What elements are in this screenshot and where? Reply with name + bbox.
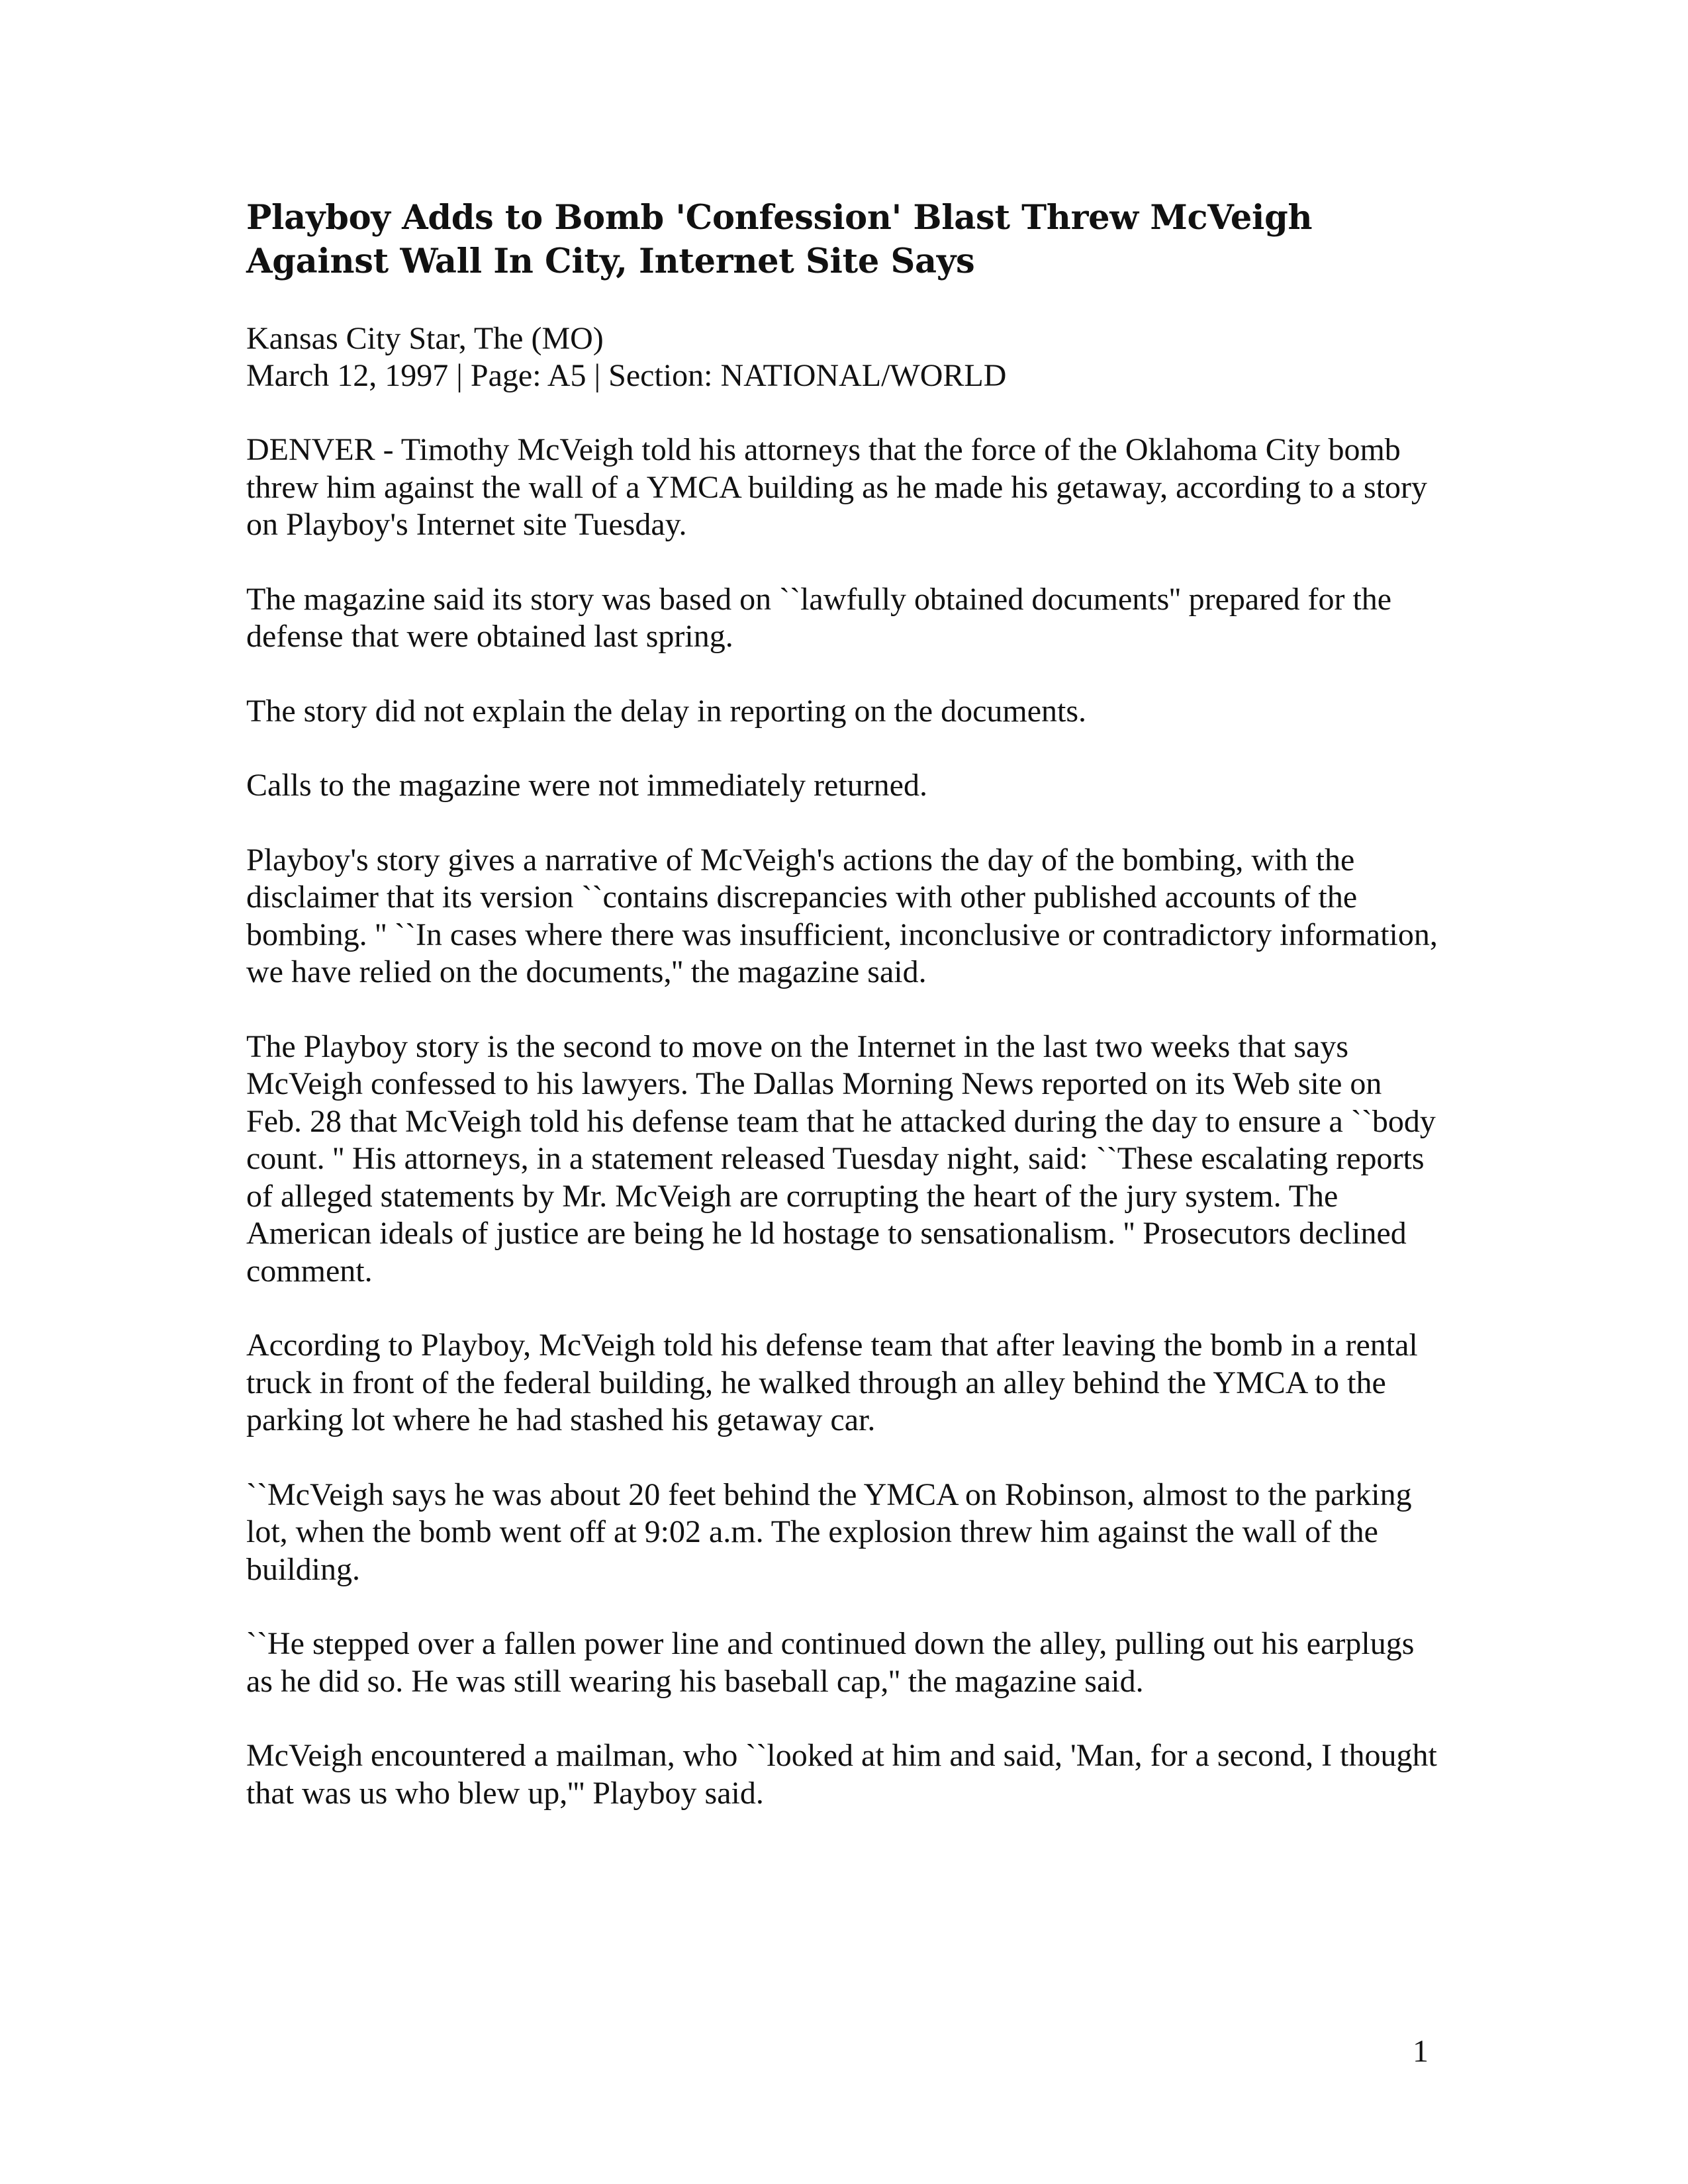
article-source: Kansas City Star, The (MO)	[246, 321, 604, 356]
article-paragraph: ``McVeigh says he was about 20 feet behind the YMCA on Robinson, almost to the parking lot, when the bomb went off at 9:02 a.m. The explosion threw him against the wall of the building.	[246, 1477, 1412, 1587]
article-dateline: March 12, 1997 | Page: A5 | Section: NATIONAL/WORLD	[246, 358, 1007, 393]
article-paragraph: The story did not explain the delay in reporting on the documents.	[246, 693, 1087, 729]
article-headline: Playboy Adds to Bomb 'Confession' Blast Threw McVeigh Against Wall In City, Internet Site Says	[246, 198, 1313, 281]
article-paragraph: Calls to the magazine were not immediately returned.	[246, 768, 927, 803]
article-paragraph: ``He stepped over a fallen power line and continued down the alley, pulling out his earplugs as he did so. He was still wearing his baseball cap,'' the magazine said.	[246, 1626, 1415, 1699]
article-meta	[246, 320, 1438, 394]
article-paragraph: McVeigh encountered a mailman, who ``looked at him and said, 'Man, for a second, I thought that was us who blew up,''' Playboy said.	[246, 1738, 1437, 1811]
article	[246, 196, 1438, 1849]
article-paragraph: According to Playboy, McVeigh told his defense team that after leaving the bomb in a rental truck in front of the federal building, he walked through an alley behind the YMCA to the parking lot where he had stashed his getaway car.	[246, 1328, 1418, 1437]
page-number: 1	[1413, 2034, 1429, 2069]
article-paragraph: The Playboy story is the second to move on the Internet in the last two weeks that says McVeigh confessed to his lawyers. The Dallas Morning News reported on its Web site on Feb. 28 that McVeigh told his defense team that he attacked during the day to ensure a ``body count. '' His attorneys, in a statement released Tuesday night, said: ``These escalating reports of alleged statements by Mr. McVeigh are corrupting the heart of the jury system. The American ideals of justice are being he ld hostage to sensationalism. '' Prosecutors declined comment.	[246, 1028, 1436, 1289]
article-paragraph: The magazine said its story was based on ``lawfully obtained documents'' prepared for the defense that were obtained last spring.	[246, 581, 1392, 654]
article-paragraph: Playboy's story gives a narrative of McVeigh's actions the day of the bombing, with the disclaimer that its version ``contains discrepancies with other published accounts of the bombing. '' ``In cases where there was insufficient, inconclusive or contradictory information, we have relied on the documents,'' the magazine said.	[246, 842, 1438, 989]
article-paragraph: DENVER - Timothy McVeigh told his attorneys that the force of the Oklahoma City bomb threw him against the wall of a YMCA building as he made his getaway, according to a story on Playboy's Internet site Tuesday.	[246, 432, 1428, 542]
